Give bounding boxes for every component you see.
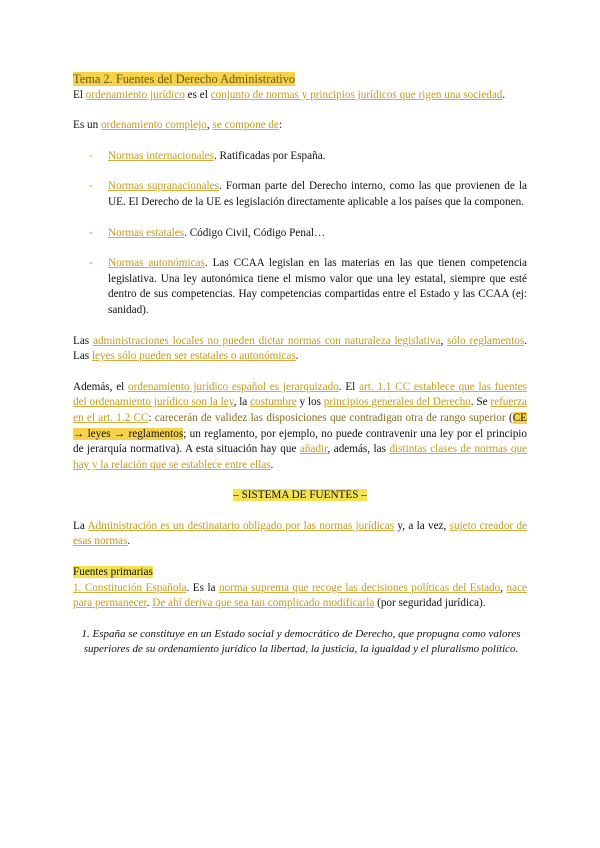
text: El	[73, 88, 86, 101]
link-normas-supranacionales[interactable]: Normas supranacionales	[108, 180, 219, 193]
text: y, a la vez,	[394, 519, 450, 532]
list-item-supranacionales	[73, 179, 527, 210]
link-administraciones-locales[interactable]: administraciones locales no pueden dictar normas con naturaleza legislativa	[92, 334, 441, 347]
text: .	[295, 350, 299, 363]
link-destinatario[interactable]: Administración es un destinatario obligado por las normas jurídicas	[87, 519, 395, 532]
section-heading-text: – SISTEMA DE FUENTES –	[233, 489, 367, 502]
text: . El	[338, 380, 360, 393]
text: .	[502, 88, 506, 101]
text: , además, las	[327, 443, 390, 456]
text: . Es la	[186, 581, 219, 594]
list-dash: -	[89, 226, 93, 239]
section-heading	[73, 488, 527, 504]
text: es el	[184, 88, 211, 101]
link-nace-permanecer[interactable]: nace para permanecer	[73, 581, 528, 610]
link-anadir[interactable]: añadir	[299, 443, 328, 456]
link-costumbre[interactable]: costumbre	[250, 396, 297, 409]
text: ,	[206, 119, 213, 132]
text: y los	[296, 396, 324, 409]
constitution-quote: 1. España se constituye en un Estado social y democrático de Derecho, que propugna como valores superiores de su ordenamiento jurídico la libertad, la justicia, la igualdad y el pluralismo político.	[81, 627, 521, 656]
list-item-estatales	[73, 226, 527, 242]
text: .	[270, 458, 274, 471]
paragraph-complejo	[73, 118, 527, 134]
text: .	[146, 597, 153, 610]
text: ,	[440, 334, 448, 347]
paragraph-jerarquia	[73, 380, 527, 474]
link-normas-autonomicas[interactable]: Normas autonómicas	[108, 257, 205, 270]
text: , la	[233, 396, 251, 409]
text: . Ratificadas por España.	[213, 149, 326, 162]
text: ,	[500, 581, 507, 594]
paragraph-administraciones-locales	[73, 334, 527, 365]
link-leyes-estatales[interactable]: leyes sólo pueden ser estatales o autonómicas	[91, 350, 296, 363]
list-number: 1.	[73, 581, 85, 594]
paragraph-administracion	[73, 519, 527, 550]
subheading-text: Fuentes primarias	[73, 566, 153, 579]
link-se-compone[interactable]: se compone de	[212, 119, 279, 132]
text: (por seguridad jurídica).	[374, 597, 486, 610]
text: . Las CCAA legislan en las materias en las que tienen competencia legislativa. Una ley autonómica tiene el mismo valor que una ley estatal, siempre que esté dentro de sus competencias. Hay competencias compartidas entre el Estado y las CCAA (ej: sanidad).	[108, 257, 527, 316]
text: Además, el	[73, 380, 129, 393]
link-conjunto-normas[interactable]: conjunto de normas y principios jurídicos que rigen una sociedad	[210, 88, 503, 101]
link-sujeto-creador[interactable]: sujeto creador de esas normas	[73, 519, 527, 548]
list-dash: -	[89, 180, 93, 193]
list-item-internacionales	[73, 149, 527, 165]
paragraph-constitucion	[73, 581, 527, 612]
title-text: Tema 2. Fuentes del Derecho Administrativo	[73, 72, 296, 86]
link-constitucion[interactable]: Constitución Española	[84, 581, 187, 594]
subheading	[73, 565, 527, 581]
text: :	[148, 411, 155, 424]
link-complicado-modificarla[interactable]: De ahí deriva que sea tan complicado modificarla	[152, 597, 375, 610]
link-principios-generales[interactable]: principios generales del Derecho	[323, 396, 471, 409]
text: Es un	[73, 119, 101, 132]
text: ; un reglamento, por ejemplo, no puede contravenir una ley por el principio de jerarquía normativa). A esta situación hay que	[73, 427, 527, 456]
link-norma-suprema[interactable]: norma suprema que recoge las decisiones políticas del Estado	[219, 581, 501, 594]
link-ordenamiento-complejo[interactable]: ordenamiento complejo	[100, 119, 207, 132]
link-art-1-2-cc[interactable]: refuerza en el art. 1.2 CC	[73, 396, 528, 424]
link-normas-estatales[interactable]: Normas estatales	[108, 226, 185, 239]
link-ordenamiento-juridico[interactable]: ordenamiento jurídico	[85, 88, 185, 101]
link-solo-reglamentos[interactable]: sólo reglamentos	[447, 334, 525, 347]
link-art-1-1-cc[interactable]: art. 1.1 CC establece que las fuentes del ordenamiento jurídico son la ley	[73, 380, 527, 409]
text: :	[278, 119, 283, 132]
list-dash: -	[89, 257, 93, 270]
text: La	[73, 519, 88, 532]
link-jerarquizado[interactable]: ordenamiento jurídico español es jerarquizado	[128, 380, 339, 393]
text: . Se	[470, 396, 491, 409]
list-item-autonomicas	[73, 256, 527, 318]
text: Las	[73, 334, 93, 347]
text: . Las	[73, 334, 528, 363]
text-carezeran: carecerán de validez las disposiciones que contradigan otra de rango superior	[154, 411, 506, 424]
link-distintas-clases[interactable]: distintas clases de normas que hay y la relación que se establece entre ellas	[73, 443, 528, 471]
text: . Código Civil, Código Penal…	[184, 226, 326, 239]
highlight-jerarquia: CE → leyes → reglamentos	[73, 411, 527, 440]
link-normas-internacionales[interactable]: Normas internacionales	[108, 149, 214, 162]
text: .	[127, 535, 131, 548]
text: (	[505, 411, 513, 424]
document-page	[73, 72, 527, 658]
page-title	[73, 72, 527, 88]
list-dash: -	[89, 149, 93, 162]
paragraph-ordenamiento	[73, 88, 527, 104]
text: . Forman parte del Derecho interno, como las que provienen de la UE. El Derecho de la UE es legislación directamente aplicable a los países que la componen.	[108, 180, 527, 208]
